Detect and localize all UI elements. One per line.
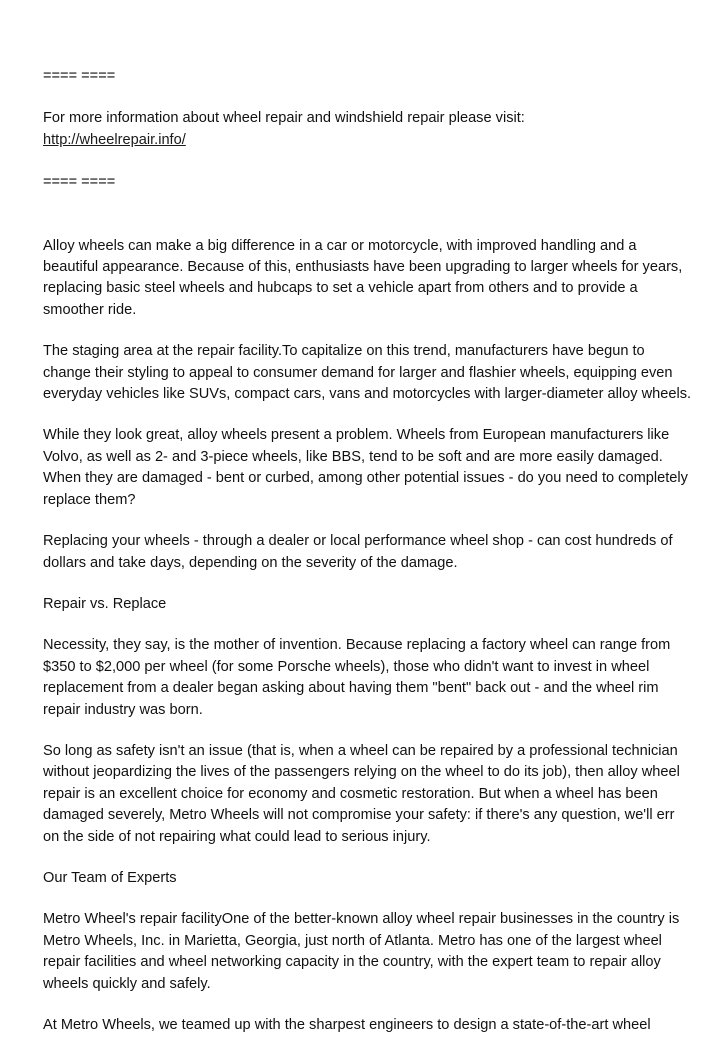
info-link-line xyxy=(43,130,693,151)
spacer xyxy=(43,194,693,236)
heading-repair-vs-replace: Repair vs. Replace xyxy=(43,595,167,612)
separator-top: ==== ==== xyxy=(43,68,116,84)
heading-team-of-experts: Our Team of Experts xyxy=(43,869,177,886)
paragraph-staging-area: The staging area at the repair facility.To capitalize on this trend, manufacturers have begun to change their styling to appeal to consumer demand for larger and flashier wheels, equipping even everyday vehicles like SUVs, compact cars, vans and motorcycles with larger-diameter alloy wheels. xyxy=(43,343,692,403)
paragraph-necessity: Necessity, they say, is the mother of invention. Because replacing a factory wheel can range from $350 to $2,000 per wheel (for some Porsche wheels), those who didn't want to invest in wheel replacement from a dealer began asking about having them "bent" back out - and the wheel rim repair industry was born. xyxy=(43,637,671,718)
spacer xyxy=(43,87,693,108)
paragraph-problem: While they look great, alloy wheels present a problem. Wheels from European manufacturers like Volvo, as well as 2- and 3-piece wheels, like BBS, tend to be soft and are more easily damaged. When they are damaged - bent or curbed, among other potential issues - do you need to completely replace them? xyxy=(43,427,688,508)
spacer xyxy=(43,151,693,172)
paragraph-safety: So long as safety isn't an issue (that is, when a wheel can be repaired by a professional technician without jeopardizing the lives of the passengers relying on the wheel to do its job), then alloy wheel repair is an excellent choice for economy and cosmetic restoration. But when a wheel has been damaged severely, Metro Wheels will not compromise your safety: if there's any question, we'll err on the side of not repairing what could lead to serious injury. xyxy=(43,742,680,845)
separator-bottom: ==== ==== xyxy=(43,174,116,191)
info-text: For more information about wheel repair and windshield repair please visit: xyxy=(43,110,525,127)
wheelrepair-link[interactable]: http://wheelrepair.info/ xyxy=(43,131,186,148)
paragraph-intro: Alloy wheels can make a big difference in a car or motorcycle, with improved handling and a beautiful appearance. Because of this, enthusiasts have been upgrading to larger wheels for years, replacing basic steel wheels and hubcaps to set a vehicle apart from others and to provide a smoother ride. xyxy=(43,237,683,318)
paragraph-engineers: At Metro Wheels, we teamed up with the sharpest engineers to design a state-of-the-art wheel xyxy=(43,1017,651,1033)
paragraph-replacing-cost: Replacing your wheels - through a dealer or local performance wheel shop - can cost hundreds of dollars and take days, depending on the severity of the damage. xyxy=(43,533,673,571)
paragraph-metro-wheels: Metro Wheel's repair facilityOne of the better-known alloy wheel repair businesses in the country is Metro Wheels, Inc. in Marietta, Georgia, just north of Atlanta. Metro has one of the largest wheel repair facilities and wheel networking capacity in the country, with the expert team to repair alloy wheels quickly and safely. xyxy=(43,911,680,992)
document-page xyxy=(43,66,693,1056)
